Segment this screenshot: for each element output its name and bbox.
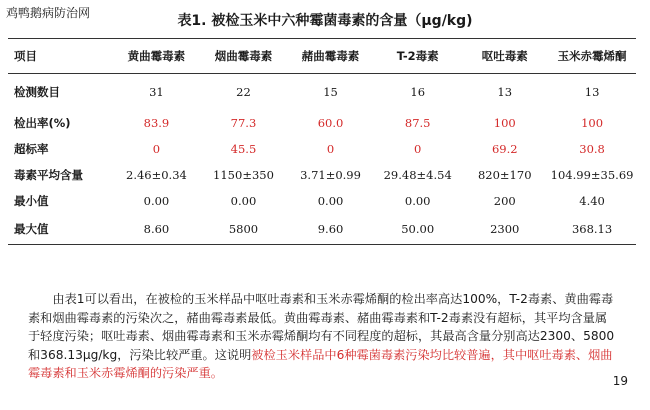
table-cell: 77.3 — [230, 116, 257, 130]
row-label: 最大值 — [8, 214, 113, 245]
header-cell: 黄曲霉毒素 — [113, 39, 200, 74]
header-cell: 烟曲霉毒素 — [200, 39, 287, 74]
table-cell: 50.00 — [374, 214, 461, 245]
row-label: 检出率(%) — [14, 116, 71, 130]
table-row — [8, 188, 636, 214]
header-cell: 项目 — [8, 39, 113, 74]
paragraph-highlight: 被检玉米样品中6种霉菌毒素污染均比较普遍，其中呕吐毒素、烟曲霉毒素和玉米赤霉烯酮的污染严重。 — [28, 347, 613, 380]
table-cell: 1150±350 — [213, 168, 274, 182]
table-cell: 45.5 — [230, 142, 257, 156]
row-label: 超标率 — [14, 142, 49, 156]
table-cell: 15 — [323, 85, 338, 99]
header-cell: T-2毒素 — [374, 39, 461, 74]
mycotoxin-table — [8, 38, 636, 245]
table-cell: 30.8 — [579, 142, 605, 156]
table-row — [8, 162, 636, 188]
table-cell: 0 — [326, 142, 335, 156]
table-cell: 2.46±0.34 — [126, 168, 187, 182]
table-cell: 69.2 — [491, 142, 518, 156]
table-row — [8, 74, 636, 111]
page-number: 19 — [612, 374, 628, 388]
row-label: 最小值 — [14, 194, 49, 208]
table-row — [8, 110, 636, 136]
row-label: 毒素平均含量 — [14, 168, 83, 182]
table-cell: 104.99±35.69 — [550, 168, 634, 182]
table-cell: 0.00 — [404, 194, 431, 208]
table-cell: 0.00 — [317, 194, 344, 208]
table-cell: 16 — [410, 85, 426, 99]
table-title: 表1. 被检玉米中六种霉菌毒素的含量（μg/kg) — [177, 13, 473, 29]
table-cell: 368.13 — [548, 214, 636, 245]
table-row — [8, 214, 636, 245]
table-cell: 0.00 — [143, 194, 170, 208]
table-cell: 83.9 — [143, 116, 170, 130]
row-label: 检测数目 — [14, 85, 60, 99]
summary-paragraph — [28, 290, 618, 383]
table-cell: 3.71±0.99 — [300, 168, 361, 182]
header-cell: 赭曲霉毒素 — [287, 39, 374, 74]
table-header-row — [8, 39, 636, 74]
header-cell: 玉米赤霉烯酮 — [548, 39, 636, 74]
table-cell: 87.5 — [404, 116, 431, 130]
table-cell: 200 — [493, 194, 516, 208]
table-cell: 0 — [152, 142, 161, 156]
table-cell: 820±170 — [477, 168, 532, 182]
table-cell: 4.40 — [579, 194, 605, 208]
table-cell: 13 — [497, 85, 513, 99]
table-cell: 2300 — [461, 214, 548, 245]
table-cell: 31 — [149, 85, 164, 99]
table-cell: 5800 — [200, 214, 287, 245]
table-row — [8, 136, 636, 162]
table-cell: 0 — [414, 142, 422, 156]
table-cell: 9.60 — [287, 214, 374, 245]
table-cell: 13 — [584, 85, 600, 99]
table-cell: 100 — [581, 116, 604, 130]
table-cell: 100 — [493, 116, 516, 130]
table-cell: 22 — [236, 85, 251, 99]
watermark-text: 鸡鸭鹅病防治网 — [6, 6, 91, 20]
table-cell: 0.00 — [230, 194, 257, 208]
table-cell: 29.48±4.54 — [383, 168, 452, 182]
table-cell: 8.60 — [113, 214, 200, 245]
table-cell: 60.0 — [317, 116, 344, 130]
header-cell: 呕吐毒素 — [461, 39, 548, 74]
paragraph-text: 由表1可以看出，在被检的玉米样品中呕吐毒素和玉米赤霉烯酮的检出率高达100%，T-2毒素、黄曲霉毒素和烟曲霉毒素的污染次之，赭曲霉毒素最低。黄曲霉毒素、赭曲霉毒素和T-2毒素没有超标，其平均含量属于轻度污染；呕吐毒素、烟曲霉毒素和玉米赤霉烯酮均有不同程度的超标，其最高含量分别高达2300、5800和368.13μg/kg，污染比较严重。这说明 — [28, 292, 615, 362]
